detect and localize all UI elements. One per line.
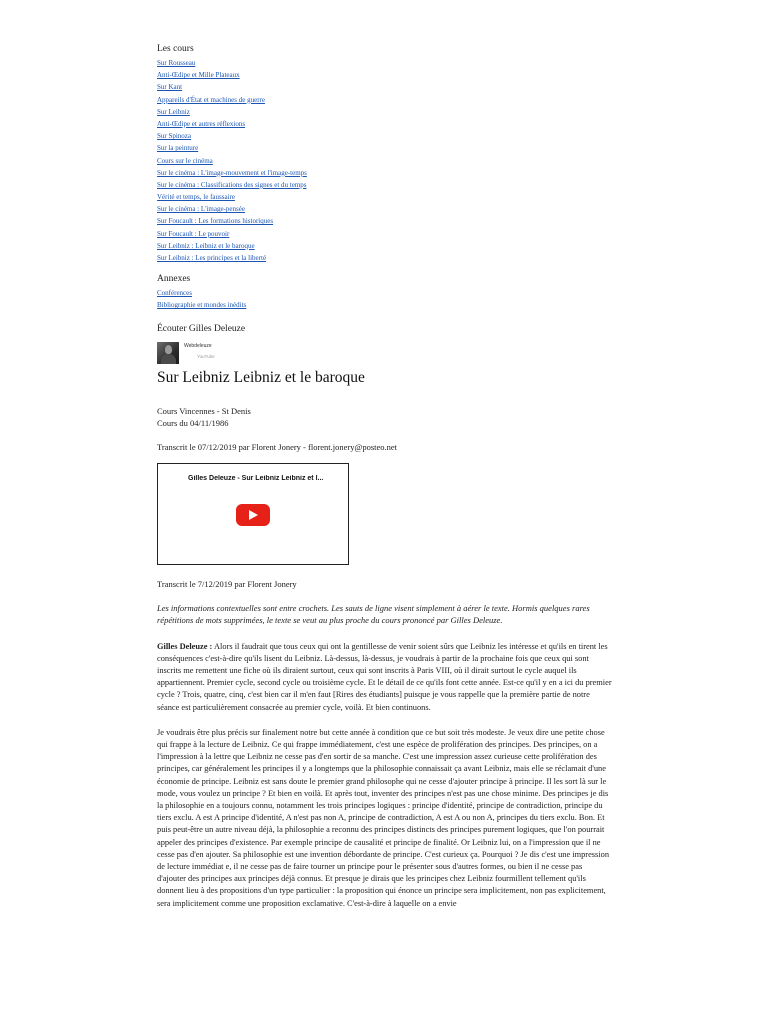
course-item: [157, 57, 612, 69]
course-item: [157, 106, 612, 118]
course-link-rousseau[interactable]: Sur Rousseau: [157, 59, 196, 67]
courses-list: [157, 57, 612, 264]
course-link-anti-oedipe-reflexions[interactable]: Anti-Œdipe et autres réflexions: [157, 119, 246, 128]
course-item: [157, 155, 612, 167]
courses-section-title: Les cours: [157, 44, 194, 54]
course-item: [157, 118, 612, 130]
course-link-classifications-signes[interactable]: Sur le cinéma : Classifications des signes et du temps: [157, 180, 307, 189]
annex-link-conferences[interactable]: Conférences: [157, 289, 192, 298]
course-link-verite-temps[interactable]: Vérité et temps, le faussaire: [157, 193, 235, 202]
annex-link-bibliographie[interactable]: Bibliographie et mondes inédits: [157, 301, 247, 310]
course-item: [157, 130, 612, 142]
paragraph-1-text: Alors il faudrait que tous ceux qui ont la gentillesse de venir soient sûrs que Leibniz les intéresse et qu'ils en tirent les conséquences c'est-à-dire qu'ils lisent du Leibniz. Là-dessus, là-dessus, je voudrais à partir de la prochaine fois que ceux qui sont inscrits me remettent une fiche où ils diraient surtout, ceux qui sont inscrits à Paris VIII, où il dirait surtout le cycle auquel ils appartiennent. Premier cycle, second cycle ou troisième cycle. Et le détail de ce qu'ils font cette année. Est-ce qu'il y en a ici du premier cycle ? Trois, quatre, cinq, c'est bien car il m'en faut [Rires des étudiants] puisque je vous rappelle que la première partie de notre séance est particulièrement consacrée au premier cycle, voilà. Et bien continuons.: [157, 641, 612, 712]
channel-name: Webdeleuze: [184, 342, 212, 349]
course-link-anti-oedipe-mille-plateaux[interactable]: Anti-Œdipe et Mille Plateaux: [157, 71, 240, 80]
annex-item: [157, 287, 612, 299]
course-link-appareils-etat[interactable]: Appareils d'État et machines de guerre: [157, 95, 265, 104]
annex-item: [157, 299, 612, 311]
course-item: [157, 240, 612, 252]
annexes-list: [157, 287, 612, 311]
page-content: [157, 44, 612, 923]
course-item: [157, 203, 612, 215]
youtube-channel-widget[interactable]: [157, 342, 612, 364]
annexes-section-title: Annexes: [157, 274, 191, 285]
course-link-cinema[interactable]: Cours sur le cinéma: [157, 156, 213, 165]
course-item: [157, 167, 612, 179]
listen-section-title: Écouter Gilles Deleuze: [157, 323, 246, 334]
video-title[interactable]: Gilles Deleuze - Sur Leibniz Leibniz et l...: [188, 474, 324, 482]
course-item: [157, 179, 612, 191]
course-item: [157, 69, 612, 81]
video-embed[interactable]: [157, 463, 349, 565]
course-item: [157, 191, 612, 203]
course-link-leibniz[interactable]: Sur Leibniz: [157, 107, 190, 116]
course-item: [157, 215, 612, 227]
course-link-image-pensee[interactable]: Sur le cinéma : L'image-pensée: [157, 205, 245, 214]
paragraph-2: Je voudrais être plus précis sur finalement notre but cette année à condition que ce but soit très modeste. Je veux dire une petite chose qui frappe à la lecture de Leibniz. Ce qui frappe immédiatement, c'est une espèce de prolifération des principes. Des principes, on a l'impression à la lettre que Leibniz ne cesse pas d'en sortir de sa manche. C'est une impression assez curieuse cette prolifération des principes, car généralement les principes il y a longtemps que la philosophie connaissait ça avant Leibniz, mais elle se réclamait d'une économie de principe. Leibniz est sans doute le premier grand philosophe qui ne cesse d'ajouter principe à principe. Il les sort là sur le mode, vous voulez un principe ? Et bien en voilà. Et après tout, inventer des principes n'est pas une chose minime. Des principes je dis la philosophie en a toujours connu, notamment les trois principes logiques : principe d'identité, principe de contradiction, principe du tiers exclu. A est A principe d'identité, A n'est pas non A, principe de contradiction, A est A ou non A, principes du tiers exclu. Bon. Et puis peut-être un autre niveau déjà, la philosophie a reconnu des principes distincts des principes purement logiques, que l'on pourrait appeler des principes d'existence. Par exemple principe de causalité et principe de finalité. Or Leibniz lui, on a l'impression que il ne cesse pas d'en ajouter. Sa philosophie est une invention débordante de principe. C'est curieux ça. Pourquoi ? Je dis c'est une impression de lecture immédiat e, il ne cesse pas de faire tourner un principe pour le présenter sous d'autres formes, ou bien il ne cesse pas d'ajouter des principes aux principes déjà connus. Et presque je dirais que les principes chez Leibniz fourmillent tellement qu'ils donnent lieu à des propositions d'un type particulier : la proposition qui énonce un principe sera implicitement, non pas explicitement, sera implicitement comme une proposition exclamative. C'est-à-dire à laquelle on a envie: [157, 727, 610, 908]
course-date: Cours du 04/11/1986: [157, 417, 229, 428]
course-item: [157, 228, 612, 240]
course-link-foucault-pouvoir[interactable]: Sur Foucault : Le pouvoir: [157, 229, 230, 238]
course-item: [157, 81, 612, 93]
course-item: [157, 252, 612, 264]
transcript-credit: Transcrit le 07/12/2019 par Florent Jonery - florent.jonery@posteo.net: [157, 441, 398, 452]
context-note: Les informations contextuelles sont entre crochets. Les sauts de ligne visent simplement à aérer le texte. Hormis quelques rares répétitions de mots supprimées, le texte se veut au plus proche du cours prononcé par Gilles Deleuze.: [157, 602, 590, 626]
paragraph-1: [157, 641, 612, 714]
course-link-image-mouvement[interactable]: Sur le cinéma : L'image-mouvement et l'image-temps: [157, 168, 307, 177]
channel-avatar: [157, 342, 179, 364]
course-item: [157, 142, 612, 154]
page-title: Sur Leibniz Leibniz et le baroque: [157, 368, 365, 386]
play-icon[interactable]: [236, 504, 270, 526]
youtube-subscribe-label[interactable]: YouTube: [197, 353, 215, 359]
course-location: Cours Vincennes - St Denis: [157, 405, 251, 416]
course-link-kant[interactable]: Sur Kant: [157, 83, 183, 92]
transcript-credit-short: Transcrit le 7/12/2019 par Florent Jonery: [157, 578, 297, 589]
course-link-leibniz-principes[interactable]: Sur Leibniz : Les principes et la liberté: [157, 254, 267, 262]
course-link-leibniz-baroque[interactable]: Sur Leibniz : Leibniz et le baroque: [157, 241, 255, 250]
course-link-spinoza[interactable]: Sur Spinoza: [157, 132, 192, 141]
course-item: [157, 94, 612, 106]
course-link-peinture[interactable]: Sur la peinture: [157, 144, 199, 153]
course-link-foucault-formations[interactable]: Sur Foucault : Les formations historiques: [157, 217, 274, 226]
speaker-name: Gilles Deleuze :: [157, 641, 213, 651]
